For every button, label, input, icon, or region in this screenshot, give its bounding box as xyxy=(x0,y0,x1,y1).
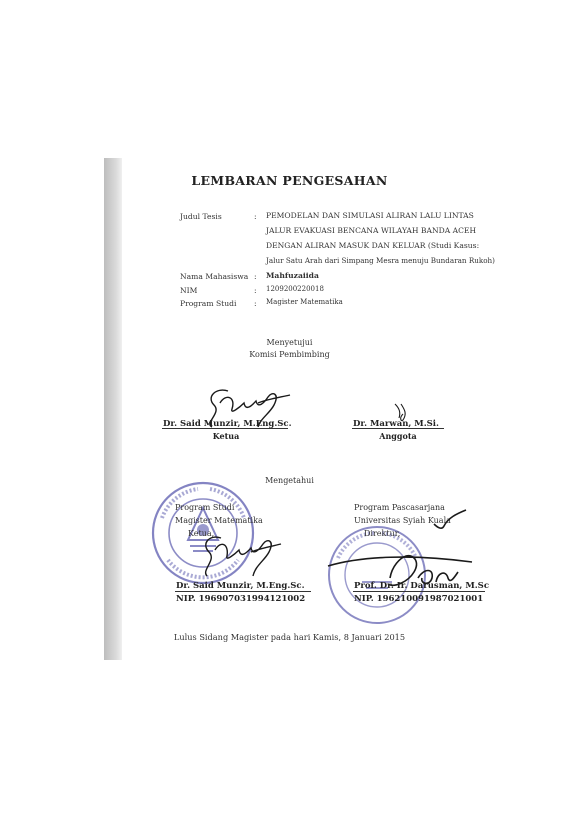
acknowledged-heading: Mengetahui xyxy=(265,476,314,485)
field-label-student-name: Nama Mahasiswa xyxy=(180,272,249,281)
field-colon: : xyxy=(254,299,257,308)
supervisor-1-name: Dr. Said Munzir, M.Eng.Sc. xyxy=(163,419,292,429)
field-colon: : xyxy=(254,286,257,295)
left-block-line-1: Program Studi xyxy=(175,503,235,512)
approval-line-2: Komisi Pembimbing xyxy=(249,350,330,359)
left-block-line-3: Ketua, xyxy=(188,529,215,538)
left-block-line-2: Magister Matematika xyxy=(175,516,263,525)
page-binding-shadow xyxy=(104,158,122,660)
thesis-title-line-2: JALUR EVAKUASI BENCANA WILAYAH BANDA ACEH xyxy=(266,226,477,235)
student-nim: 1209200220018 xyxy=(266,285,324,293)
right-block-line-1: Program Pascasarjana xyxy=(354,503,445,512)
thesis-title-line-4: Jalur Satu Arah dari Simpang Mesra menuju Bundaran Rukoh) xyxy=(266,256,495,265)
signature-check-mark xyxy=(430,508,470,532)
signature-line xyxy=(353,591,485,592)
study-program: Magister Matematika xyxy=(266,298,343,306)
thesis-title-line-3: DENGAN ALIRAN MASUK DAN KELUAR (Studi Kasus: xyxy=(266,241,480,250)
approval-line-1: Menyetujui xyxy=(266,338,313,347)
defense-date: Lulus Sidang Magister pada hari Kamis, 8 Januari 2015 xyxy=(173,632,406,642)
field-colon: : xyxy=(254,212,257,221)
field-colon: : xyxy=(254,272,257,281)
thesis-title-line-1: PEMODELAN DAN SIMULASI ALIRAN LALU LINTAS xyxy=(266,211,474,220)
field-label-nim: NIM xyxy=(180,286,198,295)
signature-line xyxy=(175,591,311,592)
student-name: Mahfuzaiida xyxy=(266,271,319,280)
right-block-line-3: Direktur, xyxy=(364,529,401,538)
field-label-title: Judul Tesis xyxy=(180,212,222,221)
right-block-line-2: Universitas Syiah Kuala xyxy=(354,516,451,525)
right-block-nip: NIP. 196210091987021001 xyxy=(354,594,484,604)
signature-program-head xyxy=(195,532,285,582)
supervisor-1-role: Ketua xyxy=(212,431,240,441)
page-title: LEMBARAN PENGESAHAN xyxy=(191,173,388,188)
left-block-nip: NIP. 196907031994121002 xyxy=(176,594,306,604)
field-label-study-program: Program Studi xyxy=(180,299,237,308)
supervisor-2-role: Anggota xyxy=(379,431,417,441)
right-block-name: Prof. Dr. Ir. Darusman, M.Sc xyxy=(354,581,489,591)
left-block-name: Dr. Said Munzir, M.Eng.Sc. xyxy=(176,581,305,591)
supervisor-2-name: Dr. Marwan, M.Si. xyxy=(353,419,440,429)
